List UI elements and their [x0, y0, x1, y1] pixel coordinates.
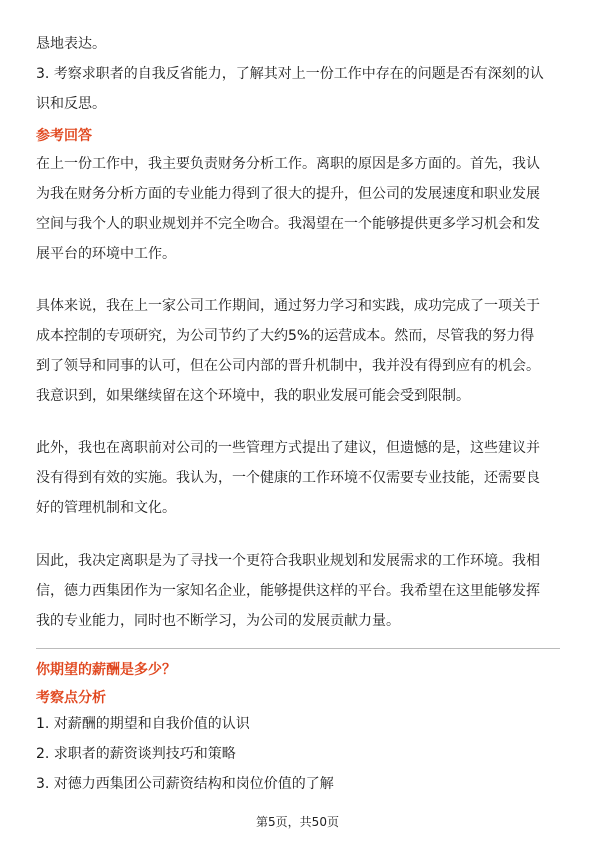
- answer-p2-line-4: 我意识到，如果继续留在这个环境中，我的职业发展可能会受到限制。: [36, 388, 470, 404]
- question-title: 你期望的薪酬是多少？: [36, 662, 176, 678]
- answer-p2-line-1: 具体来说，我在上一家公司工作期间，通过努力学习和实践，成功完成了一项关于: [36, 298, 540, 314]
- answer-p1-line-1: 在上一份工作中，我主要负责财务分析工作。离职的原因是多方面的。首先，我认: [36, 156, 540, 172]
- page-number: 第5页，共50页: [256, 815, 339, 829]
- answer-p4-line-1: 因此，我决定离职是为了寻找一个更符合我职业规划和发展需求的工作环境。我相: [36, 553, 540, 569]
- answer-p3-line-1: 此外，我也在离职前对公司的一些管理方式提出了建议，但遗憾的是，这些建议并: [36, 440, 540, 456]
- reference-answer-heading: 参考回答: [36, 128, 92, 144]
- answer-p2-line-3: 到了领导和同事的认可，但在公司内部的晋升机制中，我并没有得到应有的机会。: [36, 358, 540, 374]
- analysis-point-3-line-1: 3. 考察求职者的自我反省能力，了解其对上一份工作中存在的问题是否有深刻的认: [36, 66, 544, 82]
- answer-p1-line-3: 空间与我个人的职业规划并不完全吻合。我渴望在一个能够提供更多学习机会和发: [36, 216, 540, 232]
- answer-p2-line-2: 成本控制的专项研究，为公司节约了大约5%的运营成本。然而，尽管我的努力得: [36, 328, 535, 344]
- question-point-2: 2. 求职者的薪资谈判技巧和策略: [36, 746, 236, 762]
- question-point-3: 3. 对德力西集团公司薪资结构和岗位价值的了解: [36, 776, 334, 792]
- continued-text: 恳地表达。: [36, 36, 106, 52]
- answer-p4-line-2: 信，德力西集团作为一家知名企业，能够提供这样的平台。我希望在这里能够发挥: [36, 583, 540, 599]
- answer-p3-line-2: 没有得到有效的实施。我认为，一个健康的工作环境不仅需要专业技能，还需要良: [36, 470, 540, 486]
- analysis-heading: 考察点分析: [36, 690, 106, 706]
- analysis-point-3-line-2: 识和反思。: [36, 96, 106, 112]
- question-point-1: 1. 对薪酬的期望和自我价值的认识: [36, 716, 250, 732]
- section-divider: [36, 648, 560, 649]
- answer-p4-line-3: 我的专业能力，同时也不断学习，为公司的发展贡献力量。: [36, 613, 400, 629]
- answer-p1-line-2: 为我在财务分析方面的专业能力得到了很大的提升，但公司的发展速度和职业发展: [36, 186, 540, 202]
- answer-p1-line-4: 展平台的环境中工作。: [36, 246, 176, 262]
- answer-p3-line-3: 好的管理机制和文化。: [36, 500, 176, 516]
